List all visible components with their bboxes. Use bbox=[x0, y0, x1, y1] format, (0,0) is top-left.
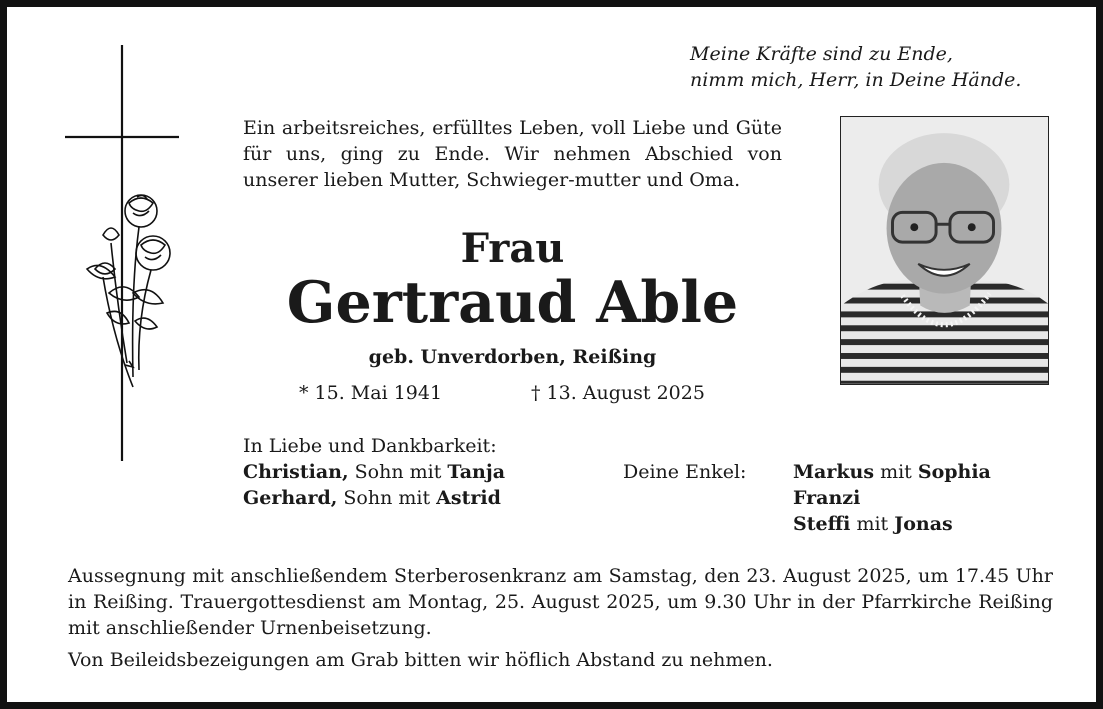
deceased-name: Gertraud Able bbox=[286, 269, 739, 336]
grandchild-partner: Sophia bbox=[917, 461, 991, 483]
portrait-photo bbox=[840, 116, 1049, 385]
birth-date: * 15. Mai 1941 bbox=[299, 382, 443, 404]
child-relation: Sohn mit bbox=[337, 487, 437, 509]
grandchild-entry bbox=[793, 485, 991, 511]
grandchildren-list bbox=[793, 459, 991, 537]
motto-verse bbox=[690, 41, 1090, 93]
grandchild-entry bbox=[793, 511, 991, 537]
grandchild-name: Markus bbox=[793, 461, 875, 483]
service-information bbox=[68, 563, 1053, 673]
motto-line-2: nimm mich, Herr, in Deine Hände. bbox=[690, 69, 1022, 91]
grandchild-partner: Jonas bbox=[894, 513, 953, 535]
child-name: Gerhard, bbox=[243, 487, 338, 509]
birth-name-place: geb. Unverdorben, Reißing bbox=[368, 346, 657, 368]
death-date: † 13. August 2025 bbox=[531, 382, 705, 404]
child-partner: Tanja bbox=[447, 461, 506, 483]
mourners-heading: In Liebe und Dankbarkeit: bbox=[243, 435, 497, 457]
child-partner: Astrid bbox=[436, 487, 501, 509]
child-entry bbox=[243, 485, 505, 511]
child-name: Christian, bbox=[243, 461, 349, 483]
condolence-request: Von Beileidsbezeigungen am Grab bitten wir höflich Abstand zu nehmen. bbox=[68, 649, 773, 671]
child-relation: Sohn mit bbox=[348, 461, 448, 483]
salutation: Frau bbox=[460, 225, 565, 272]
grandchild-entry bbox=[793, 459, 991, 485]
grandchild-name: Franzi bbox=[793, 487, 861, 509]
portrait-illustration bbox=[841, 117, 1048, 384]
mourners-children bbox=[243, 433, 505, 511]
grandchild-conj: mit bbox=[874, 461, 918, 483]
grandchildren-label: Deine Enkel: bbox=[623, 461, 747, 483]
intro-paragraph: Ein arbeitsreiches, erfülltes Leben, voll Liebe und Güte für uns, ging zu Ende. Wir nehmen Abschied von unserer lieben Mutter, Schwieger-mutter und Oma. bbox=[243, 117, 782, 191]
grandchild-conj: mit bbox=[850, 513, 895, 535]
service-details: Aussegnung mit anschließendem Sterberosenkranz am Samstag, den 23. August 2025, um 17.45 Uhr in Reißing. Trauergottesdienst am Montag, 25. August 2025, um 9.30 Uhr in der Pfarrkirche Reißing mit anschließender Urnenbeisetzung. bbox=[68, 565, 1053, 639]
grandchild-name: Steffi bbox=[793, 513, 851, 535]
child-entry bbox=[243, 459, 505, 485]
cross-with-roses-icon bbox=[63, 43, 183, 463]
motto-line-1: Meine Kräfte sind zu Ende, bbox=[690, 43, 953, 65]
